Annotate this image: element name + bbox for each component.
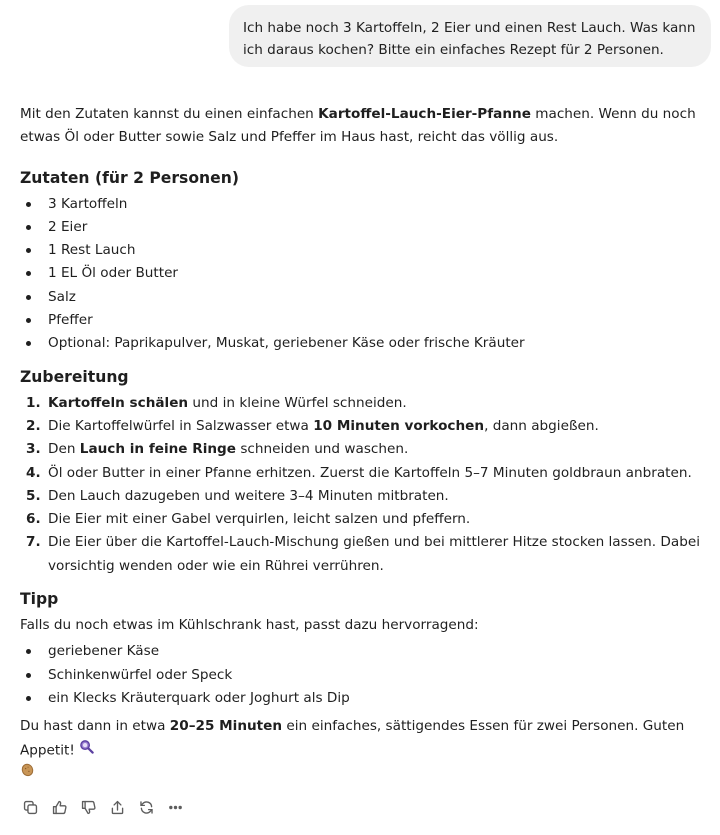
step-text: Die Eier über die Kartoffel-Lauch-Mischung gießen und bei mittlerer Hitze stocken lassen. Dabei vorsichtig wenden oder wie ein Rührei verrühren. (48, 534, 700, 574)
share-icon (109, 799, 126, 816)
step-item (20, 531, 710, 578)
copy-icon (22, 799, 39, 816)
message-actions (19, 796, 186, 818)
potato-emoji-icon (20, 762, 35, 785)
regenerate-button[interactable] (135, 796, 157, 818)
outro-text-rest: ein einfaches, sättigendes Essen für zwei Personen. Guten Appetit! (20, 718, 685, 759)
list-item: ein Klecks Kräuterquark oder Joghurt als Dip (20, 687, 710, 710)
step-number: 5. (26, 487, 41, 504)
user-message-bubble (229, 5, 711, 67)
step-item (20, 462, 710, 485)
step-text: Öl oder Butter in einer Pfanne erhitzen. Zuerst die Kartoffeln 5–7 Minuten goldbraun anbraten. (48, 464, 692, 481)
step-item (20, 392, 710, 415)
step-number: 1. (26, 394, 41, 411)
share-button[interactable] (106, 796, 128, 818)
step-number: 2. (26, 417, 41, 434)
step-text: und in kleine Würfel schneiden. (188, 394, 407, 411)
thumbs-down-button[interactable] (77, 796, 99, 818)
user-message-text: Ich habe noch 3 Kartoffeln, 2 Eier und einen Rest Lauch. Was kann ich daraus kochen? Bitte ein einfaches Rezept für 2 Personen. (243, 20, 696, 58)
thumbs-down-icon (80, 799, 97, 816)
tipp-heading: Tipp (20, 590, 59, 609)
answer-outro (20, 715, 710, 786)
zutaten-heading: Zutaten (für 2 Personen) (20, 168, 239, 187)
step-text: Die Kartoffelwürfel in Salzwasser etwa (48, 417, 314, 434)
intro-text-rest: machen. Wenn du noch etwas Öl oder Butter sowie Salz und Pfeffer im Haus hast, reicht das völlig aus. (20, 106, 696, 146)
intro-text: Mit den Zutaten kannst du einen einfachen (20, 106, 319, 122)
list-item: 1 EL Öl oder Butter (20, 262, 710, 285)
outro-text: Du hast dann in etwa (20, 718, 170, 735)
tipp-list (20, 640, 710, 710)
step-number: 6. (26, 511, 41, 528)
step-number: 3. (26, 441, 41, 458)
step-text: , dann abgießen. (484, 417, 599, 434)
zubereitung-steps (20, 392, 710, 578)
outro-time: 20–25 Minuten (169, 718, 283, 735)
list-item: 2 Eier (20, 216, 710, 239)
list-item: 3 Kartoffeln (20, 193, 710, 216)
regenerate-icon (138, 799, 155, 816)
list-item: Schinkenwürfel oder Speck (20, 664, 710, 687)
list-item: 1 Rest Lauch (20, 239, 710, 262)
step-number: 4. (26, 464, 41, 481)
step-item (20, 415, 710, 438)
list-item: Salz (20, 286, 710, 309)
more-button[interactable] (164, 796, 186, 818)
step-bold: 10 Minuten vorkochen (313, 417, 485, 434)
tipp-intro: Falls du noch etwas im Kühlschrank hast, passt dazu hervorragend: (20, 617, 479, 634)
list-item: geriebener Käse (20, 640, 710, 663)
magnifier-emoji-icon (79, 739, 94, 762)
zubereitung-heading: Zubereitung (20, 367, 129, 386)
dish-name: Kartoffel-Lauch-Eier-Pfanne (318, 106, 531, 122)
assistant-answer (20, 103, 710, 786)
list-item: Pfeffer (20, 309, 710, 332)
more-icon (167, 799, 184, 816)
step-text: Die Eier mit einer Gabel verquirlen, leicht salzen und pfeffern. (48, 511, 471, 528)
step-bold: Kartoffeln schälen (48, 394, 189, 411)
step-text: Den Lauch dazugeben und weitere 3–4 Minuten mitbraten. (48, 487, 449, 504)
step-item (20, 438, 710, 461)
answer-intro (20, 103, 710, 150)
thumbs-up-button[interactable] (48, 796, 70, 818)
list-item: Optional: Paprikapulver, Muskat, geriebener Käse oder frische Kräuter (20, 332, 710, 355)
thumbs-up-icon (51, 799, 68, 816)
step-item (20, 508, 710, 531)
zutaten-list (20, 193, 710, 356)
step-text: Den (48, 441, 80, 458)
step-number: 7. (26, 534, 41, 551)
step-bold: Lauch in feine Ringe (79, 441, 237, 458)
step-item (20, 485, 710, 508)
copy-button[interactable] (19, 796, 41, 818)
step-text: schneiden und waschen. (236, 441, 409, 458)
